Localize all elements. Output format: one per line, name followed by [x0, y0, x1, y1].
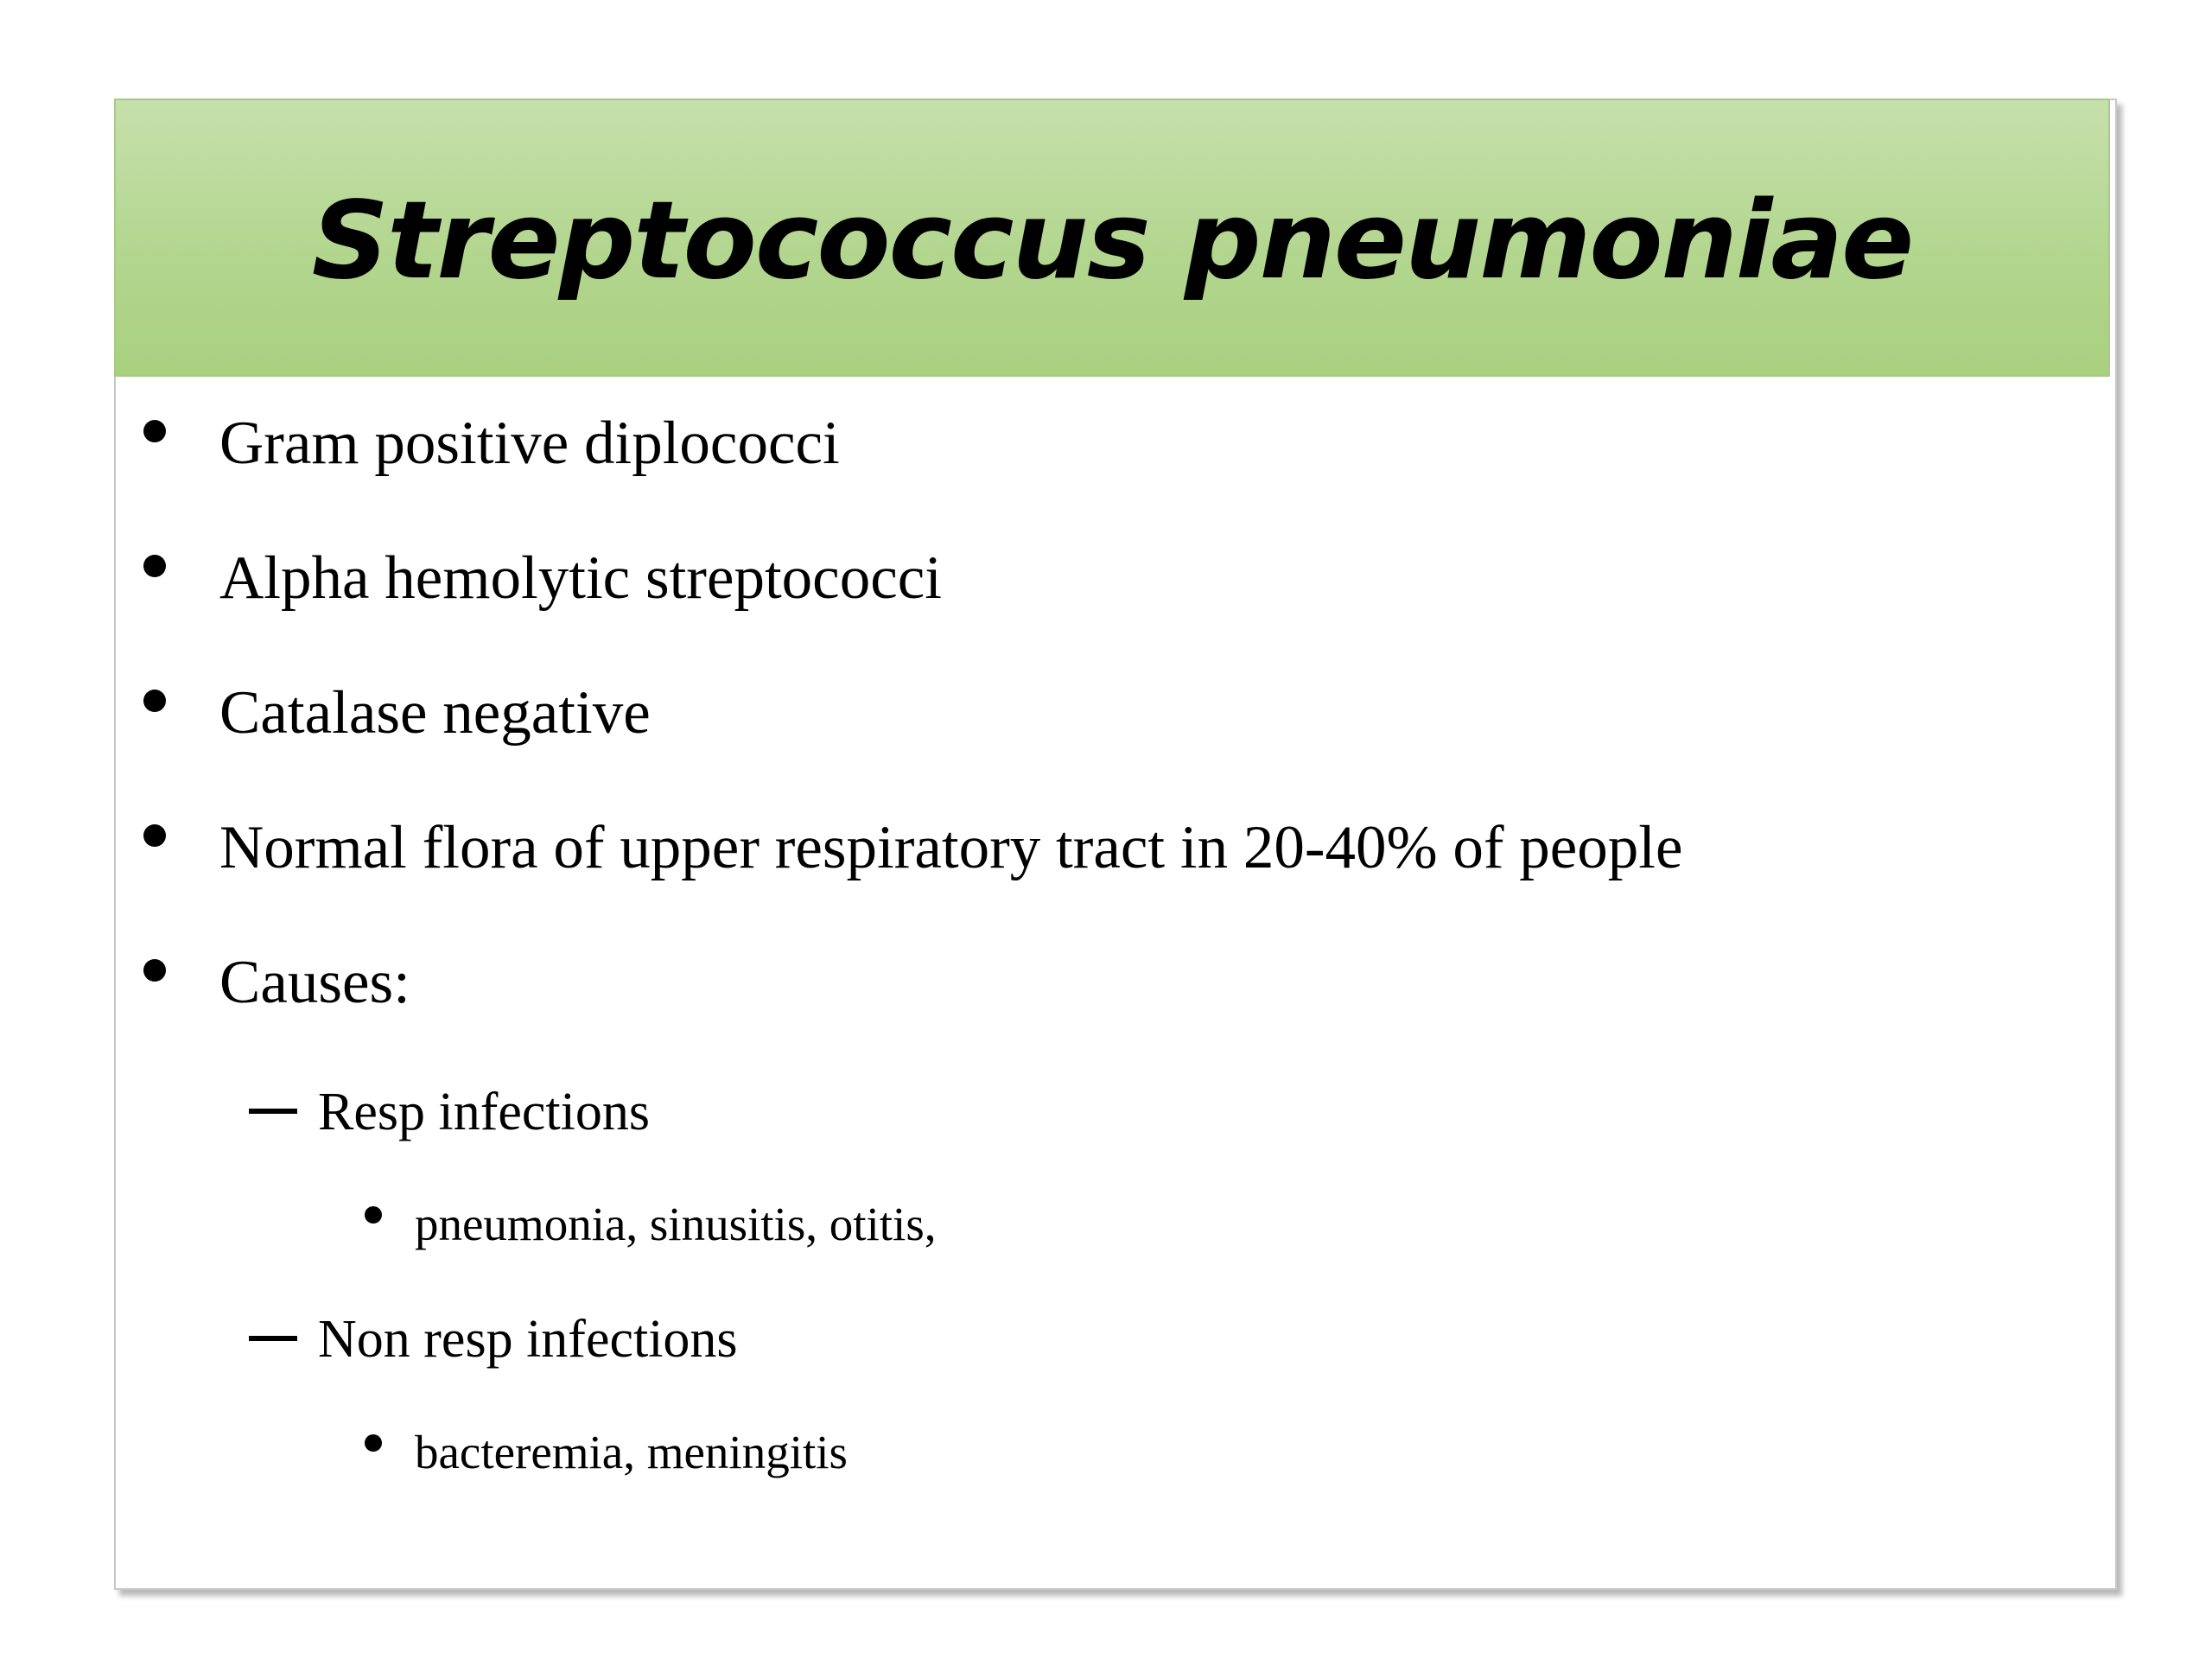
- list-item: Catalase negative: [219, 679, 651, 747]
- title-bar: [114, 99, 2110, 377]
- slide-title: Streptococcus pneumoniae: [311, 179, 1913, 303]
- list-item: Alpha hemolytic streptococci: [219, 544, 942, 612]
- list-item: pneumonia, sinusitis, otitis,: [415, 1198, 937, 1250]
- list-item: Normal flora of upper respiratory tract in 20-40% of people: [219, 814, 1683, 881]
- list-item: Causes:: [219, 949, 410, 1016]
- list-item: Gram positive diplococci: [219, 410, 840, 477]
- list-item: Non resp infections: [318, 1310, 738, 1369]
- list-item: bacteremia, meningitis: [415, 1426, 848, 1478]
- list-item: Resp infections: [318, 1083, 650, 1141]
